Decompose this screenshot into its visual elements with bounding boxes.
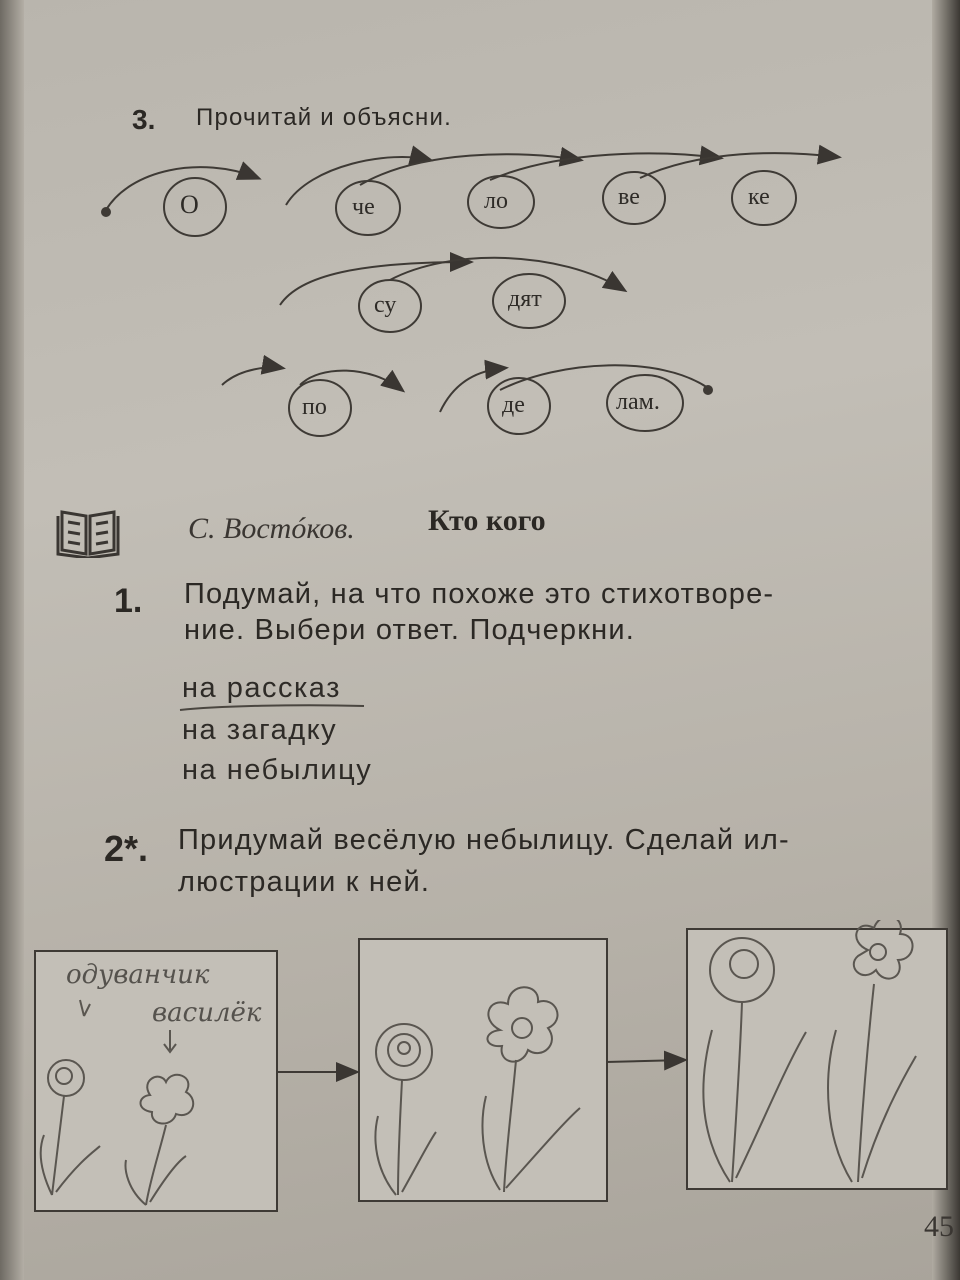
handwritten-label: василёк bbox=[152, 998, 262, 1028]
cornflower-head bbox=[487, 987, 557, 1061]
book-icon bbox=[56, 506, 120, 558]
end-dot bbox=[704, 386, 712, 394]
stem bbox=[504, 1060, 516, 1192]
dandelion-head bbox=[376, 1024, 432, 1080]
hand-arrow bbox=[164, 1030, 176, 1052]
flower-drawings bbox=[0, 920, 960, 1220]
syllable-su: су bbox=[374, 292, 397, 318]
stem bbox=[398, 1080, 402, 1195]
task-1-line-2: ние. Выбери ответ. Подчеркни. bbox=[184, 614, 636, 646]
stem bbox=[52, 1096, 64, 1195]
task-1-number: 1. bbox=[114, 582, 143, 620]
hand-arrow bbox=[80, 1000, 90, 1016]
syllable-che: че bbox=[352, 194, 375, 220]
syllable-o: О bbox=[180, 190, 199, 219]
arc-po-in bbox=[222, 367, 282, 385]
stem bbox=[732, 1002, 742, 1182]
page-number: 45 bbox=[924, 1210, 954, 1243]
arc-de-in bbox=[440, 368, 505, 412]
syllable-lam: лам. bbox=[616, 389, 660, 415]
task-1-line-1: Подумай, на что похоже это стихотворе- bbox=[184, 578, 775, 610]
author-name: С. Востóков. bbox=[188, 512, 355, 545]
cornflower-head bbox=[141, 1075, 194, 1124]
syllable-ke: ке bbox=[748, 184, 770, 210]
syllable-dyat: дят bbox=[508, 286, 542, 312]
dandelion-head bbox=[48, 1060, 84, 1096]
task-2-line-2: люстрации к ней. bbox=[178, 866, 431, 898]
arc-ke bbox=[640, 153, 838, 178]
task-3-instruction: Прочитай и объясни. bbox=[196, 104, 452, 131]
arc-ve bbox=[490, 153, 720, 180]
handwritten-label: одуванчик bbox=[66, 960, 210, 990]
arrow-2-3 bbox=[606, 1060, 684, 1062]
syllable-ve: ве bbox=[618, 184, 640, 210]
task-2-number: 2*. bbox=[104, 828, 149, 869]
answer-option[interactable]: на небылицу bbox=[182, 754, 373, 786]
syllable-de: де bbox=[502, 392, 525, 418]
cornflower-head bbox=[854, 920, 913, 979]
dandelion-head bbox=[710, 938, 774, 1002]
task-2-line-1: Придумай весёлую небылицу. Сделай ил- bbox=[178, 824, 790, 856]
answer-option[interactable]: на рассказ bbox=[182, 672, 341, 704]
syllable-chain-diagram bbox=[0, 0, 960, 470]
syllable-po: по bbox=[302, 394, 327, 420]
task-3-number: 3. bbox=[132, 104, 156, 135]
syllable-lo: ло bbox=[484, 188, 508, 214]
arc-lo bbox=[360, 154, 580, 185]
answer-option[interactable]: на загадку bbox=[182, 714, 338, 746]
work-title: Кто кого bbox=[428, 504, 546, 537]
